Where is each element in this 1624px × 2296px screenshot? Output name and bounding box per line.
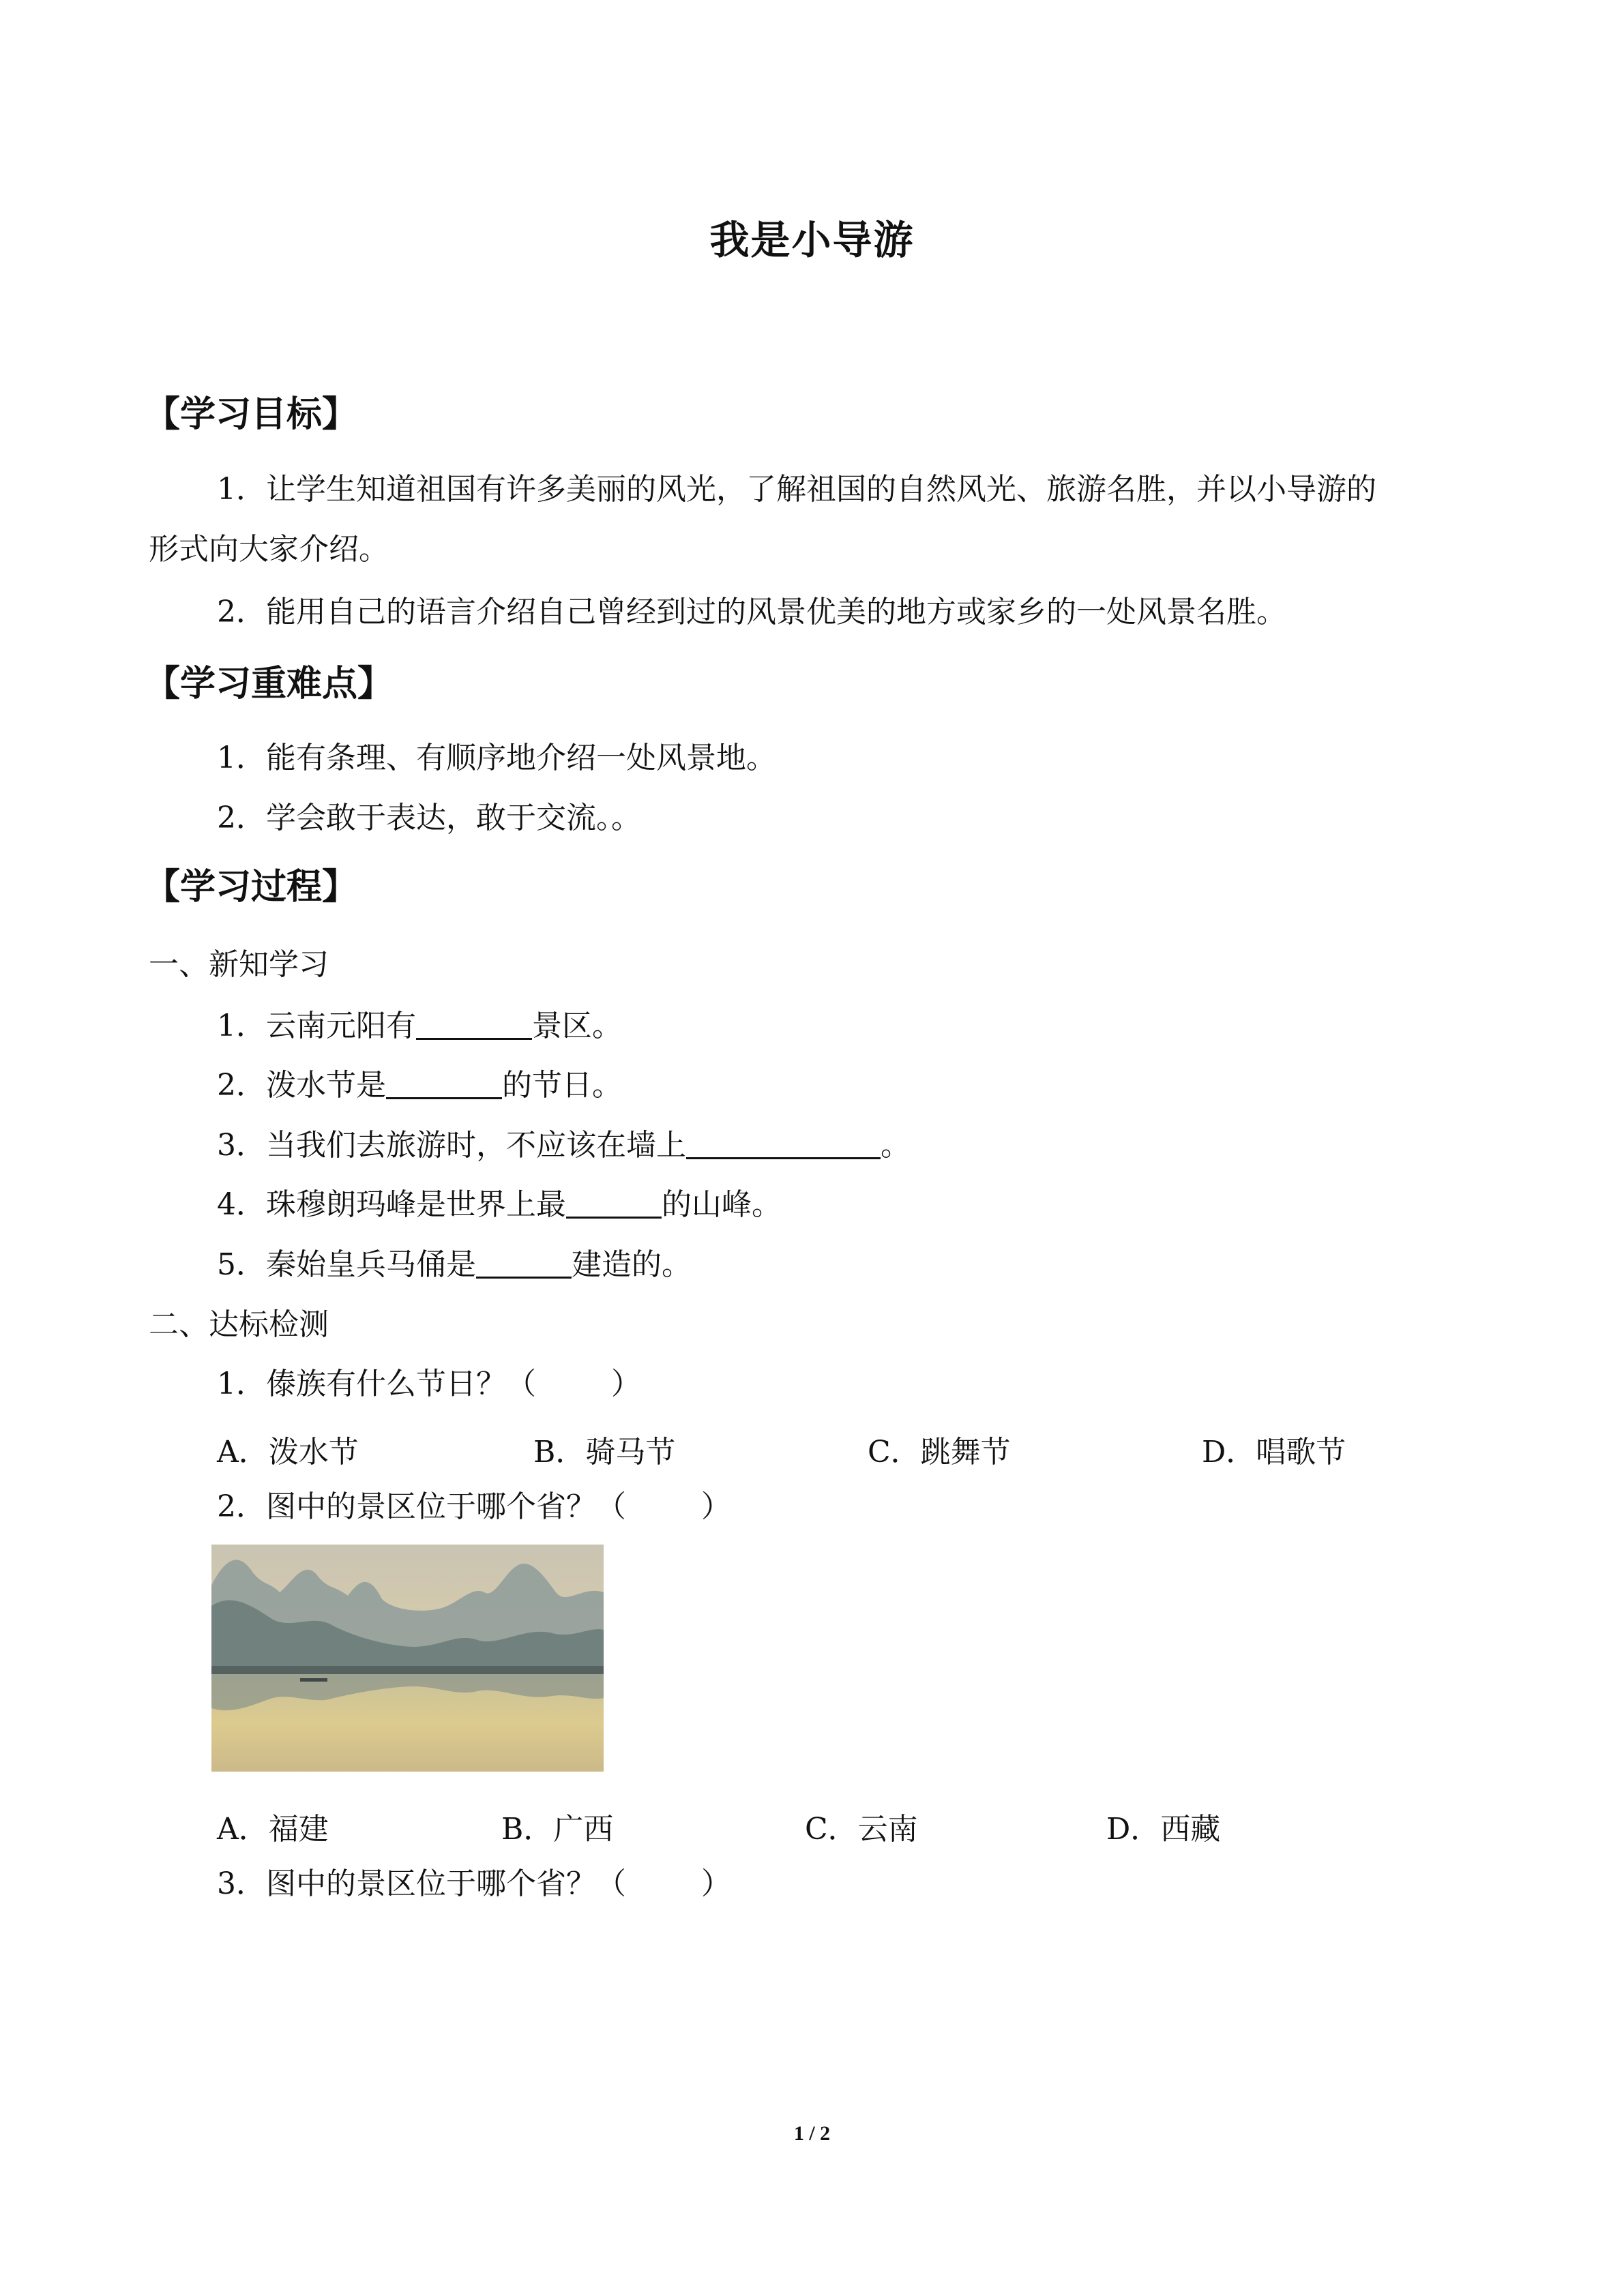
option-c[interactable]: C．跳舞节 bbox=[868, 1435, 1011, 1470]
choice-question-1-stem bbox=[217, 1364, 641, 1405]
section-heading-objectives: 【学习目标】 bbox=[145, 394, 358, 435]
page-number: 1 / 2 bbox=[793, 2122, 831, 2145]
question-text: ） bbox=[611, 1367, 641, 1401]
question-text: 建造的。 bbox=[572, 1247, 692, 1282]
shoreline bbox=[211, 1666, 604, 1674]
fill-question-4 bbox=[217, 1184, 782, 1225]
answer-blank[interactable] bbox=[566, 1187, 662, 1219]
fill-question-5 bbox=[217, 1244, 692, 1285]
option-a[interactable]: A．福建 bbox=[217, 1812, 329, 1847]
objective-item-1-line-2: 形式向大家介绍。 bbox=[149, 532, 389, 567]
question-text: ） bbox=[701, 1866, 731, 1901]
answer-blank[interactable] bbox=[416, 1008, 532, 1040]
question-text: 的节日。 bbox=[502, 1068, 622, 1103]
choice-question-3-stem bbox=[217, 1864, 731, 1905]
option-b[interactable]: B．广西 bbox=[501, 1812, 614, 1847]
option-d[interactable]: D．西藏 bbox=[1106, 1812, 1221, 1847]
fill-question-3 bbox=[217, 1125, 911, 1166]
objective-item-2: 2．能用自己的语言介绍自己曾经到过的风景优美的地方或家乡的一处风景名胜。 bbox=[217, 595, 1286, 629]
question-text: ） bbox=[701, 1489, 731, 1524]
fill-question-1 bbox=[217, 1006, 622, 1047]
question-text: 3．当我们去旅游时，不应该在墙上 bbox=[217, 1128, 686, 1163]
question-text: 2．图中的景区位于哪个省？（ bbox=[217, 1489, 626, 1524]
boat bbox=[300, 1678, 327, 1682]
question-text: 3．图中的景区位于哪个省？（ bbox=[217, 1866, 626, 1901]
question-text: 5．秦始皇兵马俑是 bbox=[217, 1247, 476, 1282]
option-b[interactable]: B．骑马节 bbox=[533, 1435, 676, 1470]
section-heading-process: 【学习过程】 bbox=[145, 867, 358, 908]
key-point-item-2: 2．学会敢于表达，敢于交流。。 bbox=[217, 801, 641, 835]
question-text: 1．傣族有什么节日？（ bbox=[217, 1367, 536, 1401]
question-text: 1．云南元阳有 bbox=[217, 1009, 416, 1043]
key-point-item-1: 1．能有条理、有顺序地介绍一处风景地。 bbox=[217, 741, 776, 775]
objective-item-1-line-1: 1．让学生知道祖国有许多美丽的风光，了解祖国的自然风光、旅游名胜，并以小导游的 bbox=[217, 472, 1376, 507]
option-a[interactable]: A．泼水节 bbox=[217, 1435, 359, 1470]
option-c[interactable]: C．云南 bbox=[805, 1812, 918, 1847]
answer-blank[interactable] bbox=[686, 1127, 881, 1159]
question-text: 的山峰。 bbox=[662, 1187, 782, 1222]
page-title: 我是小导游 bbox=[709, 217, 915, 263]
part-1-title: 一、新知学习 bbox=[149, 947, 329, 982]
question-text: 景区。 bbox=[532, 1009, 622, 1043]
part-2-title: 二、达标检测 bbox=[149, 1307, 329, 1342]
question-text: 4．珠穆朗玛峰是世界上最 bbox=[217, 1187, 566, 1222]
question-text: 。 bbox=[881, 1128, 911, 1163]
choice-question-2-stem bbox=[217, 1487, 731, 1527]
answer-blank[interactable] bbox=[476, 1247, 572, 1279]
question-text: 2．泼水节是 bbox=[217, 1068, 386, 1103]
section-heading-key-points: 【学习重难点】 bbox=[145, 664, 394, 704]
fill-question-2 bbox=[217, 1065, 622, 1106]
landscape-photo bbox=[211, 1545, 604, 1772]
answer-blank[interactable] bbox=[386, 1067, 502, 1099]
option-d[interactable]: D．唱歌节 bbox=[1202, 1435, 1346, 1470]
